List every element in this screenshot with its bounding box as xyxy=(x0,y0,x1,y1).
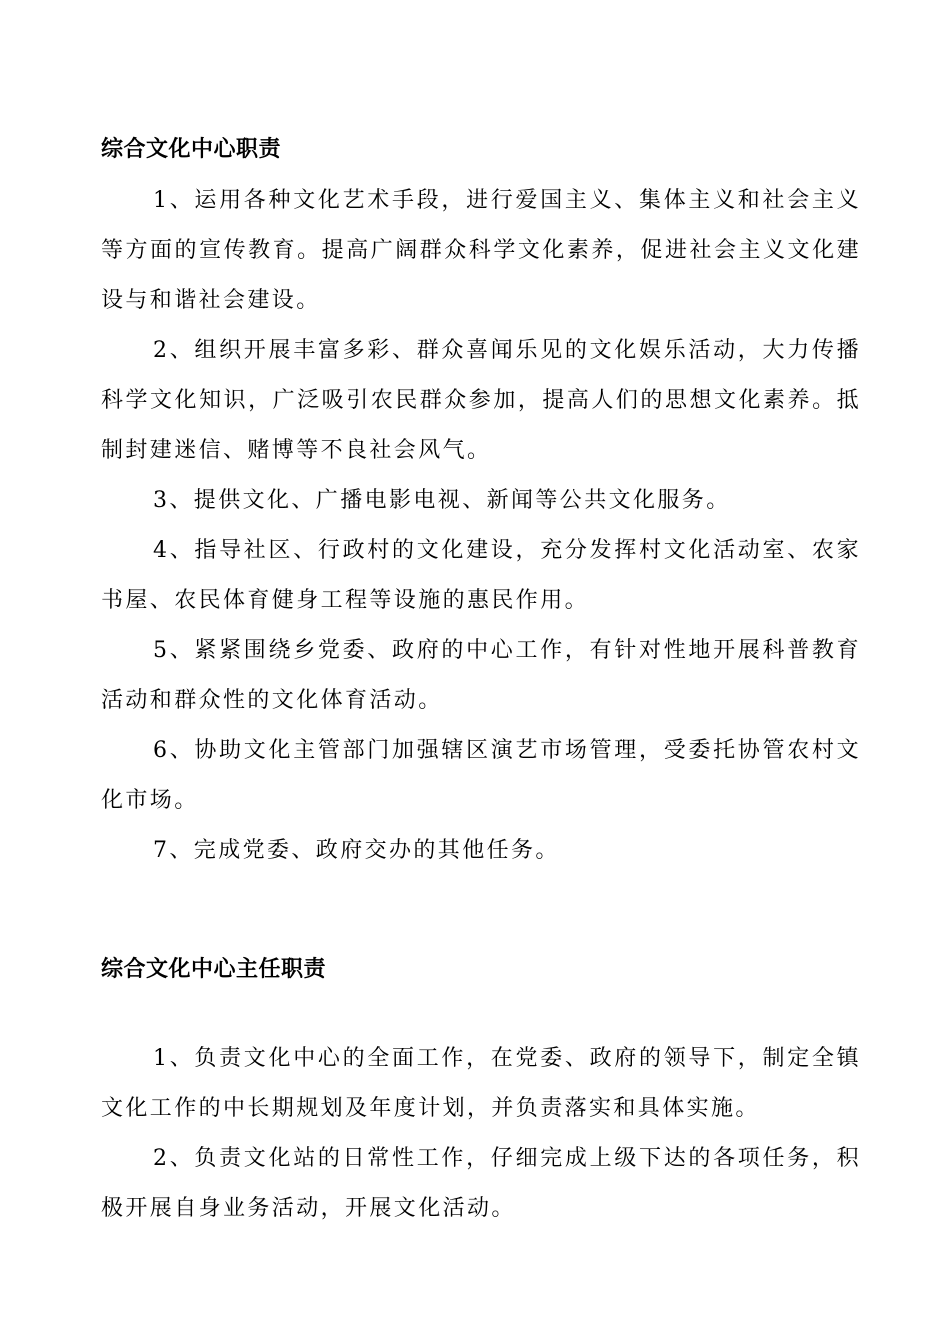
duty-item-1: 1、运用各种文化艺术手段，进行爱国主义、集体主义和社会主义等方面的宣传教育。提高广阔群众科学文化素养，促进社会主义文化建设与和谐社会建设。 xyxy=(101,188,861,313)
section-center-duties xyxy=(101,128,861,876)
duty-item-4: 4、指导社区、行政村的文化建设，充分发挥村文化活动室、农家书屋、农民体育健身工程等设施的惠民作用。 xyxy=(101,538,861,613)
duty-list xyxy=(101,176,861,876)
section-title: 综合文化中心职责 xyxy=(101,137,282,162)
duty-item-6: 6、协助文化主管部门加强辖区演艺市场管理，受委托协管农村文化市场。 xyxy=(101,738,861,813)
duty-list xyxy=(101,1034,861,1234)
duty-item-2: 2、组织开展丰富多彩、群众喜闻乐见的文化娱乐活动，大力传播科学文化知识，广泛吸引农民群众参加，提高人们的思想文化素养。抵制封建迷信、赌博等不良社会风气。 xyxy=(101,338,861,463)
section-title: 综合文化中心主任职责 xyxy=(101,957,327,982)
duty-item-5: 5、紧紧围绕乡党委、政府的中心工作，有针对性地开展科普教育活动和群众性的文化体育活动。 xyxy=(101,638,861,713)
director-duty-item-2: 2、负责文化站的日常性工作，仔细完成上级下达的各项任务，积极开展自身业务活动，开展文化活动。 xyxy=(101,1146,861,1221)
director-duty-item-1: 1、负责文化中心的全面工作，在党委、政府的领导下，制定全镇文化工作的中长期规划及年度计划，并负责落实和具体实施。 xyxy=(101,1046,861,1121)
duty-item-7: 7、完成党委、政府交办的其他任务。 xyxy=(153,838,560,863)
duty-item-3: 3、提供文化、广播电影电视、新闻等公共文化服务。 xyxy=(153,488,731,513)
section-director-duties xyxy=(101,948,861,1234)
